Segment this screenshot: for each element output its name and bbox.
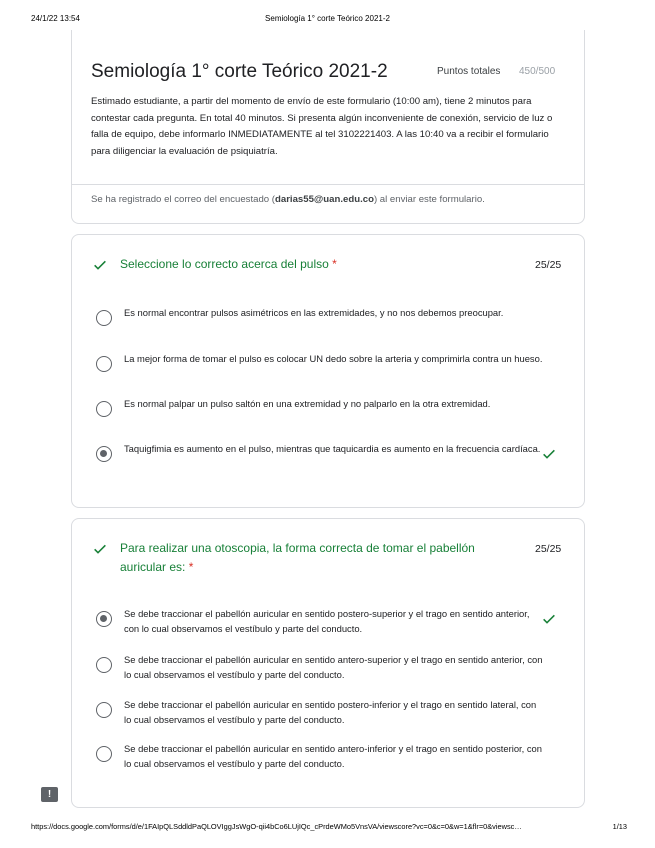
- form-title: Semiología 1° corte Teórico 2021-2: [91, 61, 388, 82]
- email-note-prefix: Se ha registrado el correo del encuestado (: [91, 194, 275, 205]
- total-points-label: Puntos totales: [437, 66, 501, 77]
- email-note-suffix: ) al enviar este formulario.: [373, 194, 485, 205]
- option-text: Se debe traccionar el pabellón auricular en sentido postero-superior y el trago en sentido anterior, con lo cual observamos el vestíbulo y parte del conducto.: [124, 608, 530, 634]
- question-title: [120, 255, 500, 274]
- option-text: Es normal palpar un pulso saltón en una extremidad y no palparlo en la otra extremidad.: [124, 398, 491, 409]
- required-mark: *: [188, 560, 194, 574]
- respondent-email: darias55@uan.edu.co: [275, 194, 374, 205]
- report-feedback-icon[interactable]: !: [41, 787, 58, 802]
- radio-button[interactable]: [96, 702, 112, 718]
- radio-button-selected[interactable]: [96, 611, 112, 627]
- radio-button[interactable]: [96, 356, 112, 372]
- question-score: 25/25: [535, 543, 562, 555]
- option-text: Se debe traccionar el pabellón auricular en sentido antero-inferior y el trago en sentido posterior, con lo cual observamos el vestíbulo y parte del conducto.: [124, 743, 542, 769]
- header-divider: [72, 184, 584, 185]
- correct-answer-check-icon: [541, 446, 557, 462]
- correct-check-icon: [92, 541, 108, 557]
- email-note: [91, 194, 571, 205]
- option-text: Se debe traccionar el pabellón auricular en sentido antero-superior y el trago en sentido anterior, con lo cual observamos el vestíbulo y parte del conducto.: [124, 654, 543, 680]
- page-url: https://docs.google.com/forms/d/e/1FAIpQLSddldPaQLOVIggJsWgO-qii4bCo6LUjIQc_cPrdeWMo5VnsVA/viewscore?vc=0&c=0&w=1&flr=0&viewsc…: [31, 822, 522, 831]
- total-points-value: 450/500: [519, 66, 556, 77]
- radio-button[interactable]: [96, 657, 112, 673]
- radio-button[interactable]: [96, 310, 112, 326]
- correct-answer-check-icon: [541, 611, 557, 627]
- question-title-text: Seleccione lo correcto acerca del pulso: [120, 257, 329, 271]
- print-footer: [0, 822, 655, 834]
- form-header-card: [71, 30, 585, 224]
- option-text: La mejor forma de tomar el pulso es colocar UN dedo sobre la arteria y comprimirla contra un hueso.: [124, 353, 543, 364]
- print-date: 24/1/22 13:54: [31, 14, 80, 23]
- form-description: Estimado estudiante, a partir del momento de envío de este formulario (10:00 am), tiene 2 minutos para contestar cada pregunta. En total 40 minutos. Si presenta algún inconveniente de conexión, servicio de luz o falla de equipo, debe informarlo INMEDIATAMENTE al tel 3102221403. A las 10:40 va a recibir el formulario para diligenciar la evaluación de psiquiatría.: [91, 96, 553, 157]
- option-text: Taquigfimia es aumento en el pulso, mientras que taquicardia es aumento en la frecuencia cardíaca.: [124, 443, 541, 454]
- print-title: Semiología 1° corte Teórico 2021-2: [265, 14, 390, 23]
- radio-button[interactable]: [96, 746, 112, 762]
- print-header: [0, 12, 655, 26]
- question-score: 25/25: [535, 259, 562, 271]
- correct-check-icon: [92, 257, 108, 273]
- radio-button[interactable]: [96, 401, 112, 417]
- question-card: [71, 518, 585, 808]
- option-text: Es normal encontrar pulsos asimétricos en las extremidades, y no nos debemos preocupar.: [124, 307, 504, 318]
- option-text: Se debe traccionar el pabellón auricular en sentido postero-inferior y el trago en sentido lateral, con lo cual observamos el vestíbulo y parte del conducto.: [124, 699, 537, 725]
- radio-button-selected[interactable]: [96, 446, 112, 462]
- question-title: [120, 539, 520, 577]
- required-mark: *: [332, 257, 337, 271]
- question-title-text: Para realizar una otoscopia, la forma correcta de tomar el pabellón auricular es:: [120, 541, 475, 574]
- question-card: [71, 234, 585, 508]
- page-number: 1/13: [612, 822, 627, 831]
